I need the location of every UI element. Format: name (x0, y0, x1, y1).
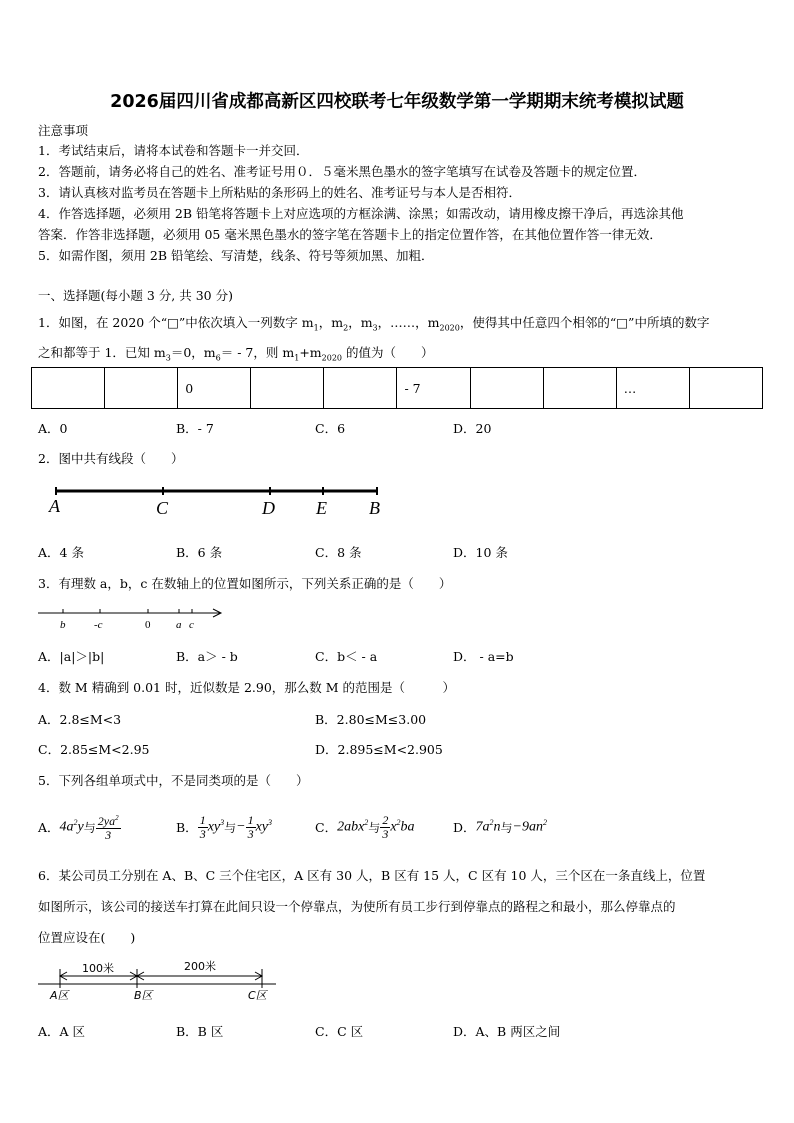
grid-cell (470, 368, 543, 409)
axis-label: a (176, 619, 182, 631)
area-label: B区 (134, 989, 153, 1002)
q4-option-d: D．2.895≤M<2.905 (315, 742, 443, 757)
q2-segment-figure (40, 480, 400, 525)
point-label: A (49, 496, 60, 516)
q1-number-grid (31, 367, 763, 409)
notice-item: 5．如需作图，须用 2B 铅笔绘、写清楚，线条、符号等须加黑、加粗． (38, 248, 434, 263)
axis-label: -c (94, 619, 103, 631)
axis-label: c (189, 619, 194, 631)
distance-label: 200米 (184, 960, 216, 973)
q4-option-b: B．2.80≤M≤3.00 (315, 712, 427, 727)
q2-stem: 2．图中共有线段（ ） (38, 451, 184, 466)
grid-cell: 0 (178, 368, 251, 409)
q5-stem: 5．下列各组单项式中，不是同类项的是（ ） (38, 773, 309, 788)
q3-option-b: B．a＞ - b (176, 649, 238, 664)
q4-option-c: C．2.85≤M<2.95 (38, 742, 150, 757)
q2-option-d: D．10 条 (453, 545, 508, 560)
notice-item: 答案．作答非选择题，必须用 05 毫米黑色墨水的签字笔在答题卡上的指定位置作答，在其他位置作答一律无效． (38, 227, 662, 242)
q3-option-c: C．b＜ - a (315, 649, 378, 664)
q1-option-d: D．20 (453, 421, 492, 436)
section-heading: 一、选择题(每小题 3 分, 共 30 分) (38, 288, 233, 303)
q5-option-c: C． 2abx$^2$ 与 $\frac{2}{3}$ $x^2ba$ (315, 812, 415, 841)
q3-option-a: A．|a|＞|b| (38, 649, 105, 664)
q1-stem-line1: 1．如图，在 2020 个“□”中依次填入一列数字 $m_1$，$m_2$，$m_3$，……，$m_{2020}$，使得其中任意四个相邻的“□”中所填的数字 (38, 315, 710, 333)
q6-stem-line1: 6．某公司员工分别在 A、B、C 三个住宅区，A 区有 30 人，B 区有 15 人，C 区有 10 人，三个区在一条直线上，位置 (38, 868, 706, 883)
q1-option-a: A．0 (38, 421, 68, 436)
page-title: 2026届四川省成都高新区四校联考七年级数学第一学期期末统考模拟试题 (110, 92, 684, 112)
q5-option-a: A． $4a^2y$ 与 $\frac{2ya^2}{3}$ (38, 814, 119, 842)
q3-stem: 3．有理数 a，b，c 在数轴上的位置如图所示，下列关系正确的是（ ） (38, 576, 452, 591)
q1-option-b: B．- 7 (176, 421, 214, 436)
q3-number-line (36, 603, 236, 633)
q5-option-b: B． $\frac{1}{3}$ $xy^3$ 与 − $\frac{1}{3}$ $xy^3$ (176, 812, 273, 841)
q6-option-a: A．A 区 (38, 1024, 86, 1039)
grid-cell (105, 368, 178, 409)
point-label: D (262, 498, 275, 518)
distance-label: 100米 (82, 962, 114, 975)
notice-item: 3．请认真核对监考员在答题卡上所粘贴的条形码上的姓名、准考证号与本人是否相符． (38, 185, 521, 200)
grid-cell (32, 368, 105, 409)
q2-option-c: C．8 条 (315, 545, 362, 560)
q1-stem-line2: 之和都等于 1．已知 $m_3=0$，$m_6= - 7$，则 $m_1+m_{2020}$ 的值为（ ） (38, 345, 434, 363)
point-label: C (156, 498, 169, 518)
q6-location-figure (36, 956, 281, 1006)
grid-cell: … (616, 368, 689, 409)
grid-cell (251, 368, 324, 409)
q6-option-d: D．A、B 两区之间 (453, 1024, 561, 1039)
area-label: C区 (248, 989, 267, 1002)
q6-stem-line2: 如图所示，该公司的接送车打算在此间只设一个停靠点，为使所有员工步行到停靠点的路程之和最小，那么停靠点的 (38, 899, 676, 914)
grid-cell (324, 368, 397, 409)
area-label: A区 (50, 989, 69, 1002)
q4-stem: 4．数 M 精确到 0.01 时，近似数是 2.90，那么数 M 的范围是（ ） (38, 680, 456, 695)
q6-stem-line3: 位置应设在( ) (38, 930, 136, 945)
q5-option-d: D． $7a^2n$ 与 $-9an^2$ (453, 818, 547, 835)
notice-item: 2．答题前，请务必将自己的姓名、准考证号用０．５毫米黑色墨水的签字笔填写在试卷及答题卡的规定位置． (38, 164, 646, 179)
notice-heading: 注意事项 (38, 123, 89, 138)
point-label: B (369, 498, 380, 518)
notice-item: 1．考试结束后，请将本试卷和答题卡一并交回． (38, 143, 309, 158)
axis-label: b (60, 619, 66, 631)
q4-option-a: A．2.8≤M<3 (38, 712, 122, 727)
notice-item: 4．作答选择题，必须用 2B 铅笔将答题卡上对应选项的方框涂满、涂黑；如需改动，请用橡皮擦干净后，再选涂其他 (38, 206, 684, 221)
q2-option-b: B．6 条 (176, 545, 223, 560)
grid-cell: - 7 (397, 368, 470, 409)
q3-option-d: D． - a=b (453, 649, 514, 664)
q6-option-b: B．B 区 (176, 1024, 224, 1039)
grid-cell (689, 368, 762, 409)
q1-option-c: C．6 (315, 421, 346, 436)
q6-option-c: C．C 区 (315, 1024, 364, 1039)
q2-option-a: A．4 条 (38, 545, 84, 560)
point-label: E (316, 498, 327, 518)
grid-cell (543, 368, 616, 409)
axis-label: 0 (145, 619, 151, 631)
